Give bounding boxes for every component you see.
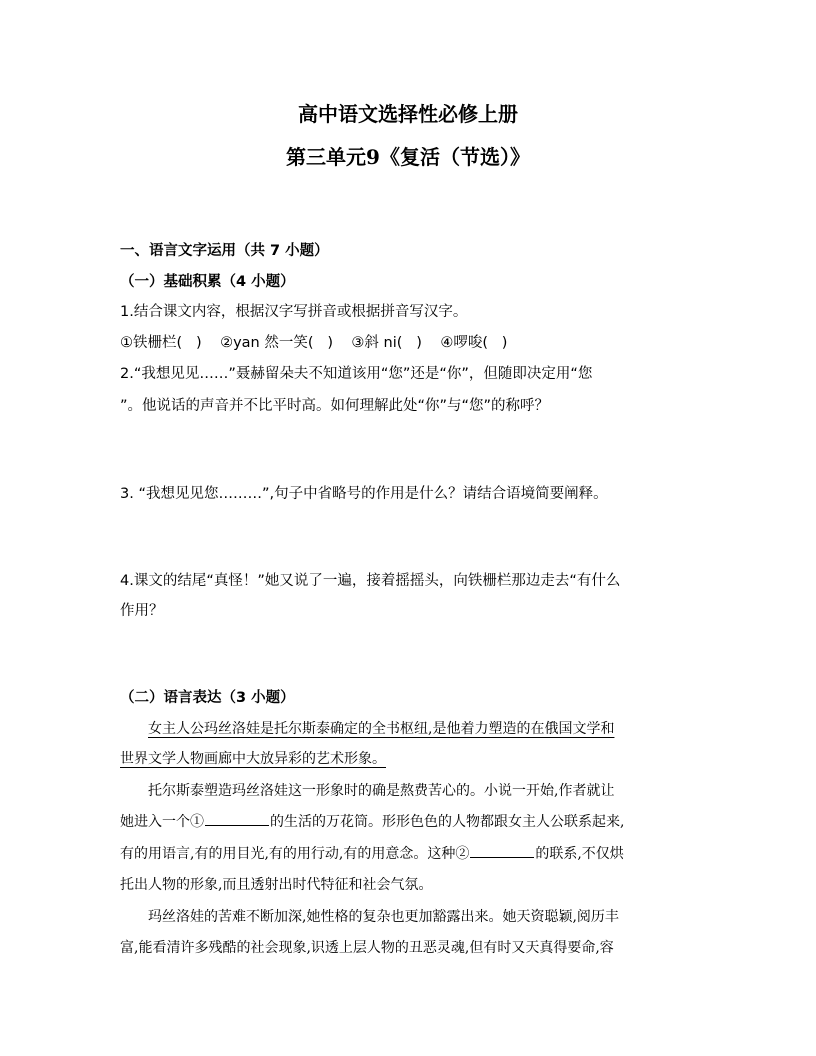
passage-p1-line-2: 世界文学人物画廊中大放异彩的艺术形象。	[120, 751, 386, 767]
document-title: 高中语文选择性必修上册	[298, 102, 518, 126]
question-1-items: ①铁栅栏( ) ②yan 然一笑( ) ③斜 ni( ) ④啰唆( )	[120, 335, 508, 351]
question-2-line-2: ”。他说话的声音并不比平时高。如何理解此处“你”与“您”的称呼？	[120, 398, 550, 414]
passage-p2-line-4: 托出人物的形象,而且透射出时代特征和社会气氛。	[120, 877, 433, 893]
part-heading-basic: （一）基础积累（4 小题）	[120, 274, 295, 290]
fill-blank-2[interactable]	[470, 843, 534, 858]
question-3: 3. “我想见见您………”,句子中省略号的作用是什么？请结合语境简要阐释。	[120, 486, 608, 502]
question-4-line-1: 4.课文的结尾“真怪！”她又说了一遍，接着摇摇头，向铁栅栏那边走去“有什么	[120, 573, 621, 589]
section-heading: 一、语言文字运用（共 7 小题）	[120, 243, 329, 259]
document-subtitle: 第三单元9《复活（节选）》	[286, 145, 530, 169]
passage-p3-line-1: 玛丝洛娃的苦难不断加深,她性格的复杂也更加豁露出来。她天资聪颖,阅历丰	[148, 909, 619, 925]
fill-blank-1[interactable]	[205, 811, 269, 826]
part-heading-expression: （二）语言表达（3 小题）	[120, 690, 295, 706]
passage-p2-line-1: 托尔斯泰塑造玛丝洛娃这一形象时的确是熬费苦心的。小说一开始,作者就让	[148, 783, 615, 799]
passage-p1-line-1: 女主人公玛丝洛娃是托尔斯泰确定的全书枢纽,是他着力塑造的在俄国文学和	[148, 721, 615, 737]
question-1-stem: 1.结合课文内容，根据汉字写拼音或根据拼音写汉字。	[120, 304, 468, 320]
passage-p2-line-2: 她进入一个① 的生活的万花筒。形形色色的人物都跟女主人公联系起来,	[120, 811, 624, 831]
passage-p2-line-3: 有的用语言,有的用目光,有的用行动,有的用意念。这种② 的联系,不仅烘	[120, 843, 624, 863]
question-4-line-2: 作用？	[120, 603, 164, 619]
question-2-line-1: 2.“我想见见……”聂赫留朵夫不知道该用“您”还是“你”，但随即决定用“您	[120, 366, 593, 382]
passage-p3-line-2: 富,能看清许多残酷的社会现象,识透上层人物的丑恶灵魂,但有时又天真得要命,容	[120, 940, 614, 956]
